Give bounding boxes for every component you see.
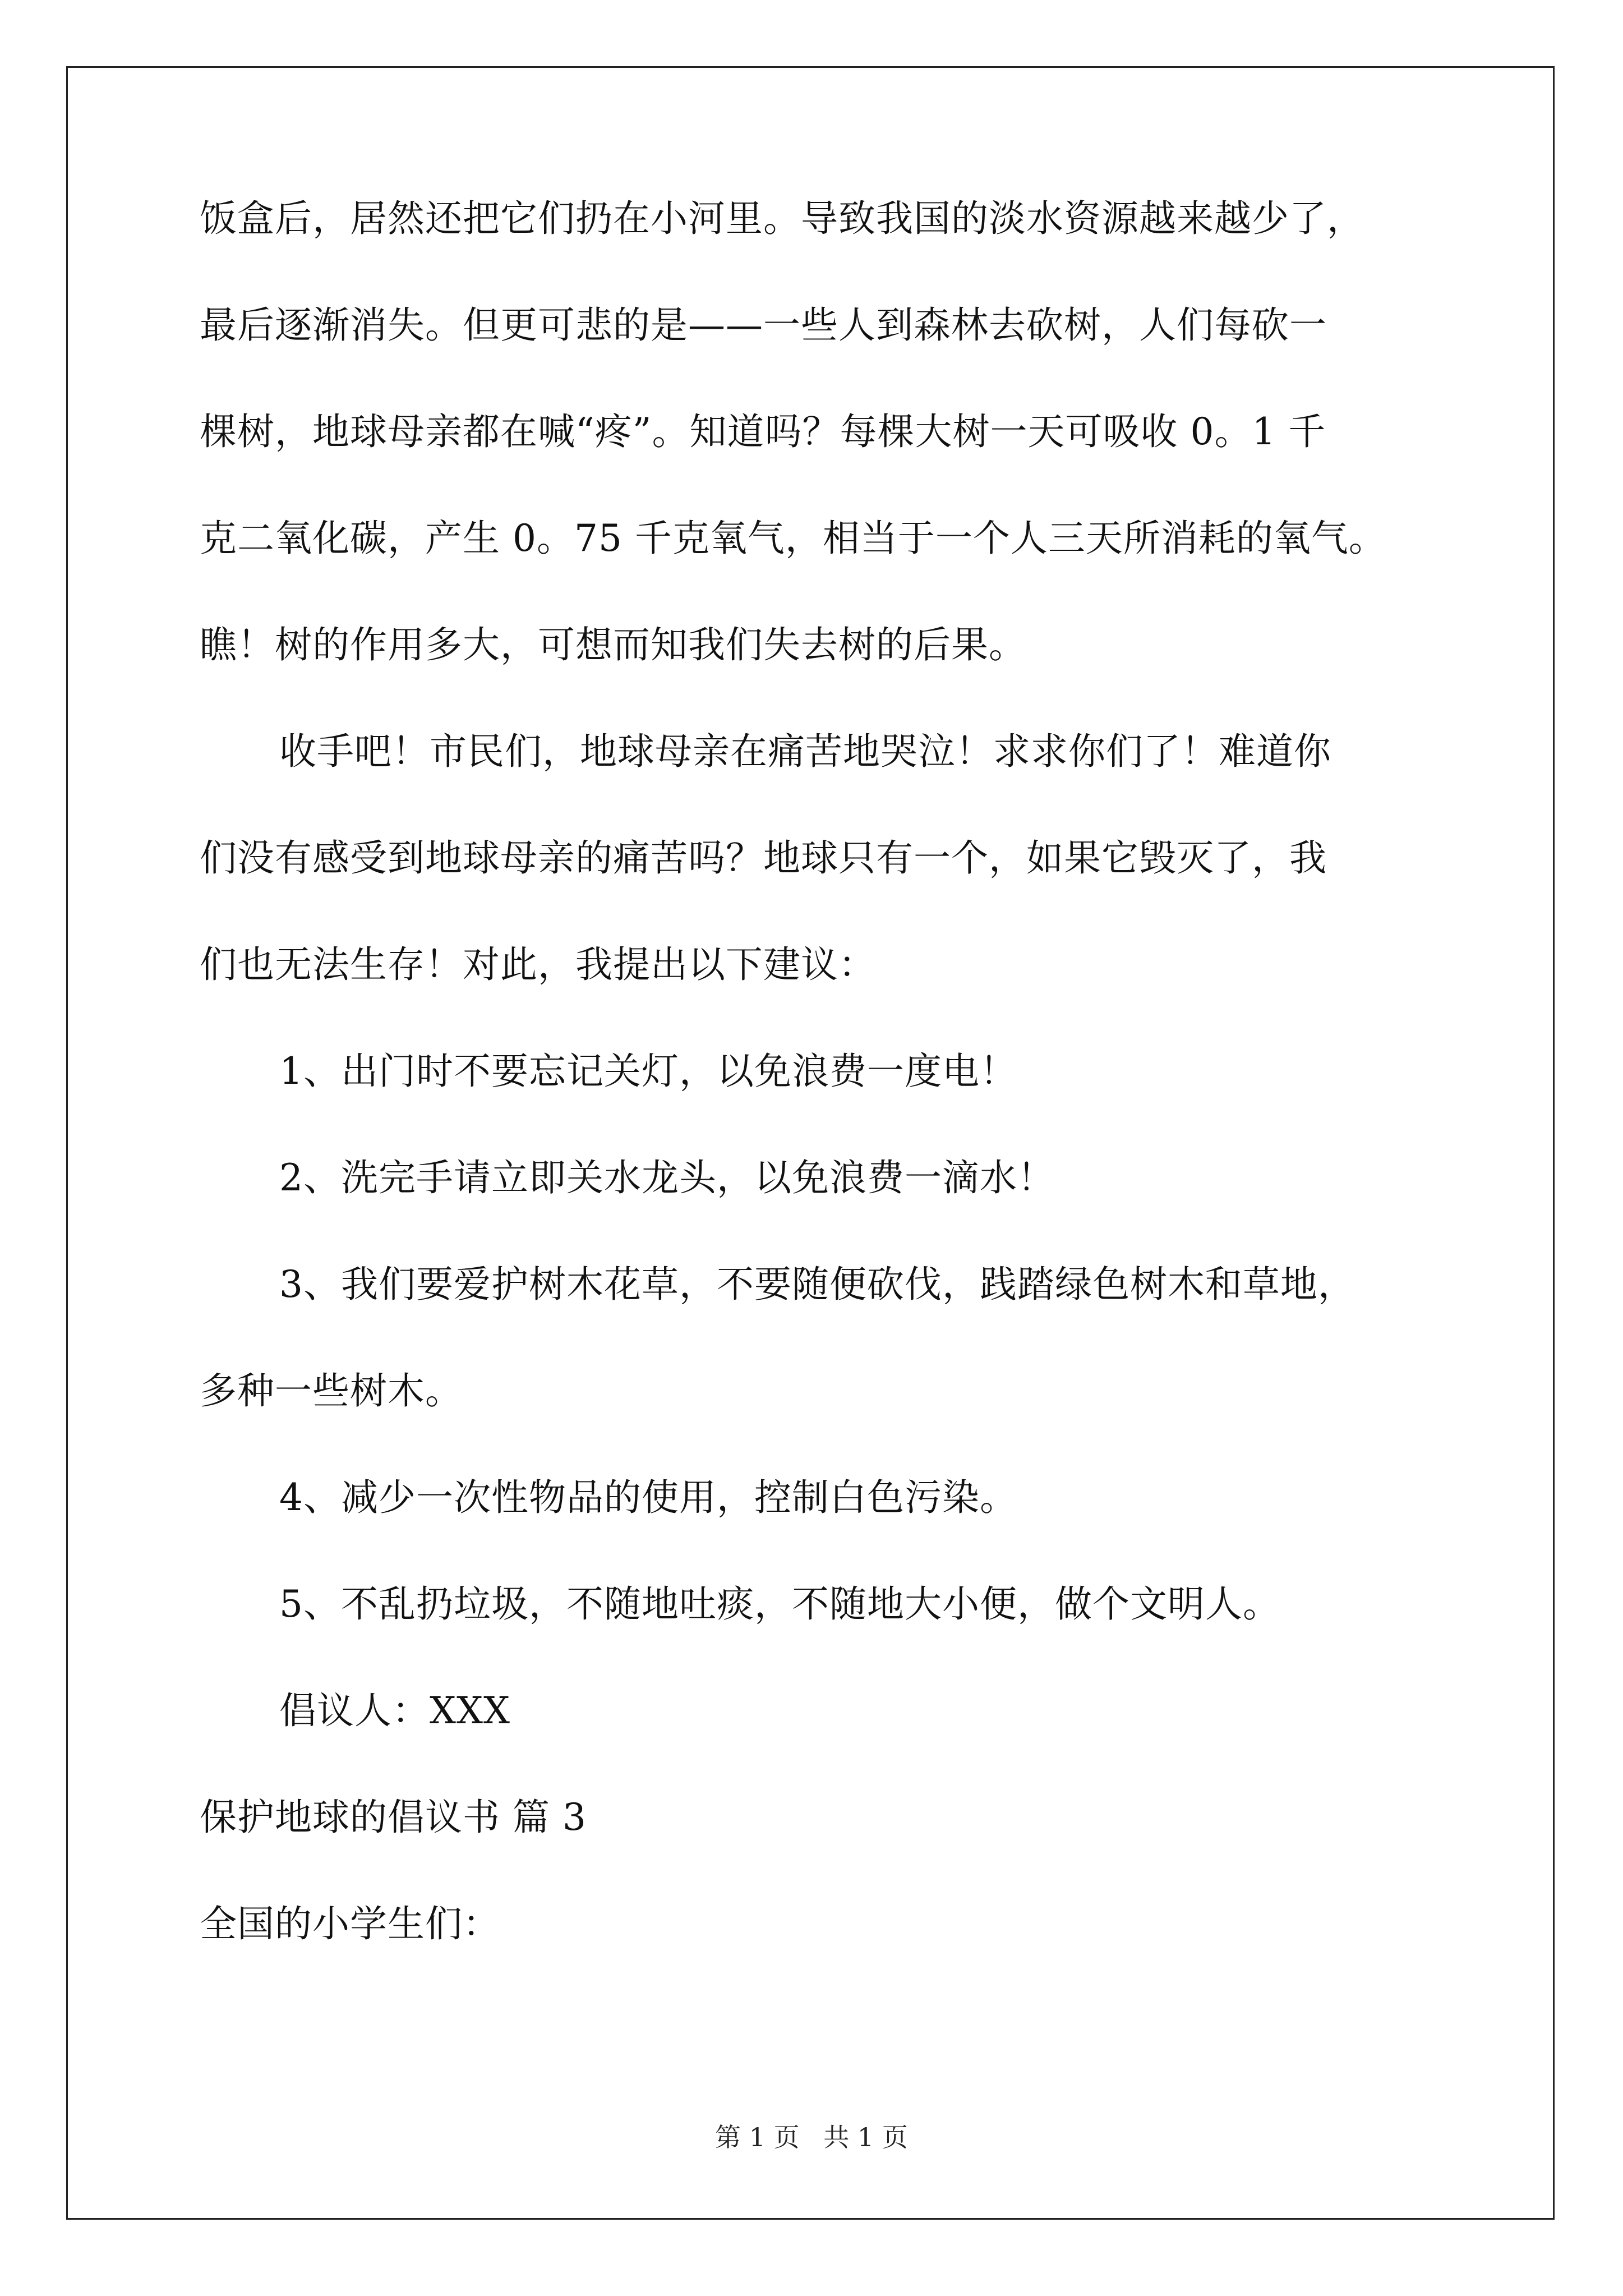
signature-line: 倡议人：XXX — [279, 1689, 510, 1732]
suggestion-item: 3、我们要爱护树木花草，不要随便砍伐，践踏绿色树木和草地， — [279, 1263, 1355, 1306]
text-line: 最后逐渐消失。但更可悲的是——一些人到森林去砍树，人们每砍一 — [200, 303, 1327, 347]
suggestion-item: 1、出门时不要忘记关灯，以免浪费一度电！ — [279, 1050, 1017, 1093]
text-line: 们没有感受到地球母亲的痛苦吗？地球只有一个，如果它毁灭了，我 — [200, 836, 1327, 880]
text-line: 们也无法生存！对此，我提出以下建议： — [200, 943, 876, 986]
suggestion-item: 5、不乱扔垃圾，不随地吐痰，不随地大小便，做个文明人。 — [279, 1582, 1280, 1626]
suggestion-item: 4、减少一次性物品的使用，控制白色污染。 — [279, 1476, 1017, 1519]
page-total: 共 1 页 — [823, 2122, 908, 2152]
text-line: 收手吧！市民们，地球母亲在痛苦地哭泣！求求你们了！难道你 — [279, 730, 1331, 773]
text-line: 多种一些树木。 — [200, 1369, 463, 1412]
text-line: 克二氧化碳，产生 0。75 千克氧气，相当于一个人三天所消耗的氧气。 — [200, 517, 1386, 560]
text-line: 瞧！树的作用多大，可想而知我们失去树的后果。 — [200, 623, 1026, 666]
text-line: 棵树，地球母亲都在喊“疼”。知道吗？每棵大树一天可吸收 0。1 千 — [200, 410, 1326, 453]
salutation: 全国的小学生们： — [200, 1902, 500, 1945]
section-heading: 保护地球的倡议书 篇 3 — [200, 1796, 587, 1839]
document-body — [200, 191, 1456, 2003]
text-line: 饭盒后，居然还把它们扔在小河里。导致我国的淡水资源越来越少了， — [200, 197, 1364, 240]
page-footer — [0, 2120, 1623, 2154]
page-number: 第 1 页 — [715, 2122, 800, 2152]
suggestion-item: 2、洗完手请立即关水龙头，以免浪费一滴水！ — [279, 1156, 1055, 1199]
